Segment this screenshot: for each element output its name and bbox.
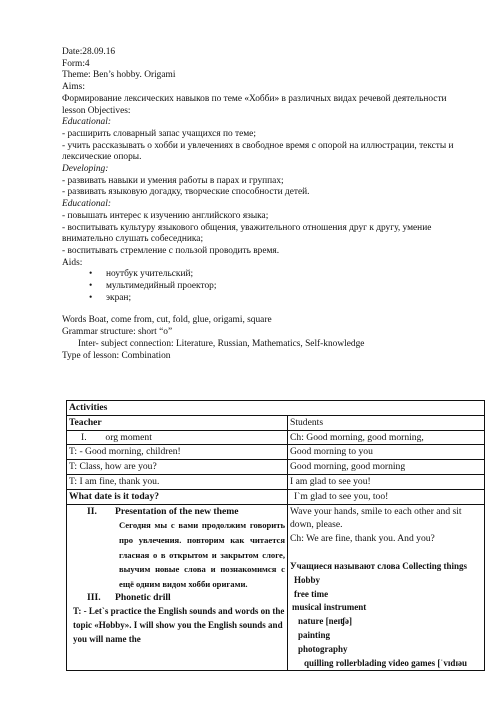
students-text: Wave your hands, smile to each other and sit down, please. bbox=[290, 505, 462, 531]
educational-label: Educational: bbox=[62, 117, 111, 128]
students-text: Ch: We are fine, thank you. And you? bbox=[290, 533, 435, 545]
table-row bbox=[67, 474, 485, 489]
lesson-theme: Theme: Ben’s hobby. Origami bbox=[62, 70, 176, 81]
table-row bbox=[67, 489, 485, 504]
educational-item: - расширить словарный запас учащихся по теме; bbox=[62, 128, 256, 139]
word-item: musical instrument bbox=[292, 602, 367, 613]
word-list bbox=[290, 560, 482, 670]
aids-list bbox=[62, 269, 482, 304]
section-text: T: - Let`s practice the English sounds and words on the topic «Hobby». I will show you the English sounds and you will name the bbox=[73, 606, 285, 644]
word-item: quilling rollerblading video games [ˈvɪdɪəu bbox=[304, 657, 468, 668]
teacher-cell: T: I am fine, thank you. bbox=[67, 474, 288, 489]
developing-label: Developing: bbox=[62, 164, 109, 175]
educational2-item: - воспитывать культуру языкового общения, уважительного отношения друг к другу, умение внимательно слушать собеседника; bbox=[62, 222, 432, 245]
students-cell: I am glad to see you! bbox=[288, 474, 485, 489]
section-title: org moment bbox=[105, 431, 152, 443]
lesson-form: Form:4 bbox=[62, 58, 90, 69]
section-number: II. bbox=[87, 505, 97, 517]
teacher-cell bbox=[67, 430, 288, 445]
activities-table bbox=[66, 400, 485, 671]
grammar-line: Grammar structure: short “o” bbox=[62, 327, 173, 338]
students-cell: Ch: Good morning, good morning, bbox=[288, 430, 485, 445]
section-number: I. bbox=[81, 431, 87, 443]
table-row bbox=[67, 504, 485, 671]
lesson-date: Date:28.09.16 bbox=[62, 47, 116, 57]
table-row bbox=[67, 445, 485, 460]
developing-item: - развивать навыки и умения работы в парах и группах; bbox=[62, 175, 284, 186]
word-item: painting bbox=[298, 629, 331, 640]
students-cell: Good morning, good morning bbox=[288, 460, 485, 475]
lesson-header bbox=[62, 47, 482, 362]
aids-item: • экран; bbox=[106, 293, 482, 305]
educational2-item: - повышать интерес к изучению английского языка; bbox=[62, 210, 269, 221]
table-row bbox=[67, 460, 485, 475]
section-title: Presentation of the new theme bbox=[115, 505, 239, 517]
educational2-label: Educational: bbox=[62, 199, 111, 210]
aims-text: Формирование лексических навыков по теме «Хобби» в различных видах речевой деятельности bbox=[62, 93, 447, 104]
teacher-cell: T: - Good morning, children! bbox=[67, 445, 288, 460]
lesson-type-line: Type of lesson: Combination bbox=[62, 350, 171, 361]
students-cell bbox=[288, 504, 485, 671]
teacher-cell: What date is it today? bbox=[67, 489, 288, 504]
table-row bbox=[67, 430, 485, 445]
section-number: III. bbox=[87, 592, 101, 604]
activities-title: Activities bbox=[67, 401, 485, 416]
word-item: nature [neɪʧə] bbox=[298, 616, 352, 627]
educational-item: - учить рассказывать о хобби и увлечениях в свободное время с опорой на иллюстрации, тексты и лексические опоры. bbox=[62, 140, 454, 163]
students-cell: Good morning to you bbox=[288, 445, 485, 460]
teacher-column-header: Teacher bbox=[67, 415, 288, 430]
inter-subject-line: Inter- subject connection: Literature, Russian, Mathematics, Self-knowledge bbox=[78, 338, 365, 349]
word-list-intro: Учащиеся называют слова Collecting things bbox=[290, 560, 467, 571]
aids-item: • мультимедийный проектор; bbox=[106, 281, 482, 293]
words-line: Words Boat, come from, cut, fold, glue, origami, square bbox=[62, 315, 272, 326]
teacher-cell: T: Class, how are you? bbox=[67, 460, 288, 475]
word-item: free time bbox=[294, 588, 329, 599]
developing-item: - развивать языковую догадку, творческие способности детей. bbox=[62, 187, 310, 198]
aims-label: Aims: bbox=[62, 82, 85, 93]
word-item: photography bbox=[298, 643, 348, 654]
objectives-label: lesson Objectives: bbox=[62, 105, 131, 116]
students-cell: I`m glad to see you, too! bbox=[288, 489, 485, 504]
educational2-item: - воспитывать стремление с пользой проводить время. bbox=[62, 245, 280, 256]
word-item: Hobby bbox=[294, 574, 321, 585]
section-title: Phonetic drill bbox=[115, 592, 171, 604]
section-text: Сегодня мы с вами продолжим говорить про увлечения. повторим как читается гласная о в открытом и закрытом слоге, выучим новые слова и познакомимся с ещё одним видом хобби оригами. bbox=[119, 520, 285, 589]
teacher-cell bbox=[67, 504, 288, 671]
students-column-header: Students bbox=[288, 415, 485, 430]
aids-item: • ноутбук учительский; bbox=[106, 269, 482, 281]
aids-label: Aids: bbox=[62, 257, 83, 268]
